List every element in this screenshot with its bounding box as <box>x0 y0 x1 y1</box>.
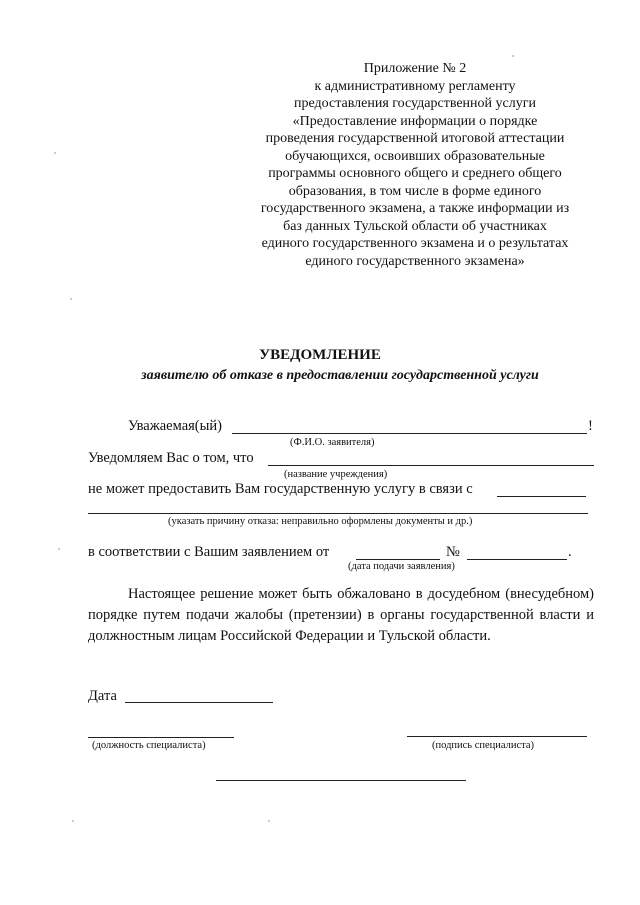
position-caption: (должность специалиста) <box>92 740 206 751</box>
reason-field-line-2[interactable] <box>88 513 588 514</box>
notice-subtitle: заявителю об отказе в предоставлении государственной услуги <box>141 368 539 383</box>
organization-field-line[interactable] <box>268 465 594 466</box>
organization-caption: (название учреждения) <box>284 469 388 480</box>
number-sign: № <box>446 544 460 560</box>
scan-speck <box>72 820 74 822</box>
scan-speck <box>54 152 56 154</box>
appeal-paragraph <box>88 584 594 647</box>
notify-text: Уведомляем Вас о том, что <box>88 450 254 466</box>
appendix-line: образования, в том числе в форме единого <box>288 183 542 199</box>
salutation-exclamation: ! <box>588 418 593 434</box>
scan-speck <box>268 820 270 822</box>
cannot-provide-text: не может предоставить Вам государственную услугу в связи с <box>88 481 473 497</box>
appendix-line: «Предоставление информации о порядке <box>292 113 538 129</box>
application-date-field-line[interactable] <box>356 559 440 560</box>
signature-caption: (подпись специалиста) <box>432 740 535 751</box>
reason-caption: (указать причину отказа: неправильно оформлены документы и др.) <box>168 516 473 527</box>
appeal-text: Настоящее решение может быть обжаловано в досудебном (внесудебном) порядке путем подачи жалобы (претензии) в органы государственной власти и должностным лицам Российской Федерации и Тульской области. <box>88 586 594 644</box>
appendix-line: проведения государственной итоговой аттестации <box>265 131 565 146</box>
appendix-line: единого государственного экзамена и о результатах <box>261 236 569 251</box>
reason-field-line-1[interactable] <box>497 496 586 497</box>
appendix-line: предоставления государственной услуги <box>294 96 536 111</box>
appendix-line: обучающихся, освоивших образовательные <box>285 148 545 164</box>
signature-field-line[interactable] <box>407 736 587 737</box>
salutation-label: Уважаемая(ый) <box>128 418 222 434</box>
appendix-line: Приложение № 2 <box>363 61 467 76</box>
appendix-line: единого государственного экзамена» <box>305 253 525 269</box>
period: . <box>568 544 572 560</box>
application-date-caption: (дата подачи заявления) <box>348 561 455 572</box>
fio-caption: (Ф.И.О. заявителя) <box>290 437 375 448</box>
scan-speck <box>512 55 514 57</box>
appendix-line: баз данных Тульской области об участниках <box>283 218 547 234</box>
notice-title: УВЕДОМЛЕНИЕ <box>259 347 381 363</box>
appendix-line: к административному регламенту <box>314 78 516 94</box>
date-label: Дата <box>88 688 117 704</box>
application-number-field-line[interactable] <box>467 559 567 560</box>
appendix-line: государственного экзамена, а также информации из <box>260 201 570 216</box>
date-field-line[interactable] <box>125 702 273 703</box>
scan-speck <box>58 548 60 550</box>
accordance-text: в соответствии с Вашим заявлением от <box>88 544 330 560</box>
appendix-header <box>235 60 595 270</box>
appendix-line: программы основного общего и среднего общего <box>268 166 562 181</box>
bottom-separator <box>216 780 466 781</box>
fio-field-line[interactable] <box>232 433 587 434</box>
position-field-line[interactable] <box>88 737 234 738</box>
scan-speck <box>70 298 72 300</box>
